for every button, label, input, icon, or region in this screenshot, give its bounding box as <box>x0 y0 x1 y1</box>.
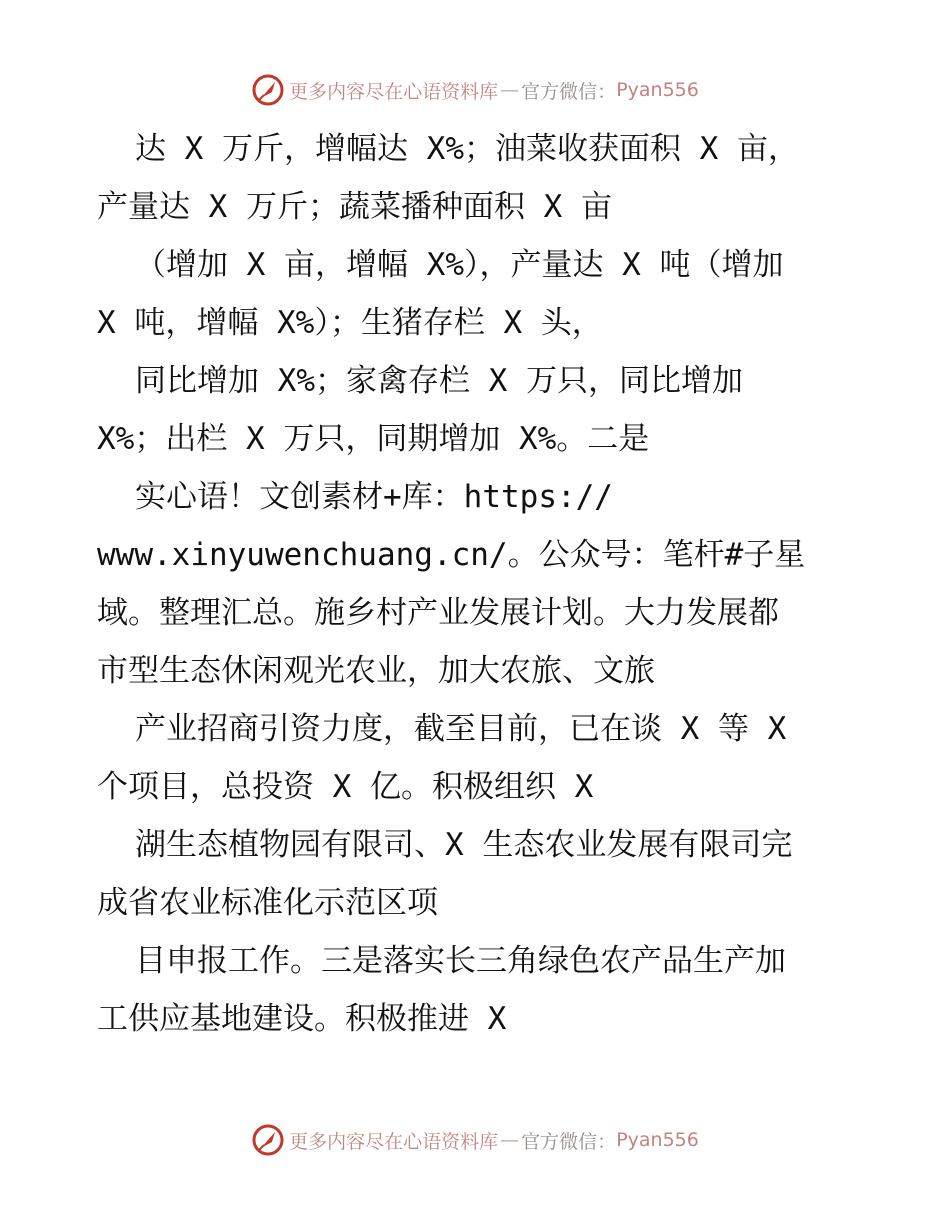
text-line: 湖生态植物园有限司、X 生态农业发展有限司完 <box>135 827 793 863</box>
text-line: 成省农业标准化示范区项 <box>97 885 438 921</box>
text-line: 域。整理汇总。施乡村产业发展计划。大力发展都 <box>97 595 779 631</box>
text-line: （增加 X 亩，增幅 X%），产量达 X 吨（增加 <box>135 247 784 283</box>
text-line: 同比增加 X%；家禽存栏 X 万只，同比增加 <box>135 363 743 399</box>
text-line: 市型生态休闲观光农业，加大农旅、文旅 <box>97 653 655 689</box>
text-line: X%；出栏 X 万只，同期增加 X%。二是 <box>97 421 650 457</box>
quill-logo-icon <box>251 73 285 107</box>
text-line: 个项目，总投资 X 亿。积极组织 X <box>97 769 594 805</box>
watermark-site-text: 更多内容尽在心语资料库 <box>289 1130 499 1153</box>
text-line: 目申报工作。三是落实长三角绿色农产品生产加 <box>135 943 786 979</box>
watermark-wechat-label: 官方微信： <box>521 80 617 103</box>
text-line: www.xinyuwenchuang.cn/。公众号：笔杆#子星 <box>97 537 806 573</box>
quill-logo-icon <box>251 1123 285 1157</box>
document-body <box>97 120 877 1048</box>
watermark-footer <box>0 1120 950 1160</box>
watermark-site-text: 更多内容尽在心语资料库 <box>289 80 499 103</box>
text-line: X 吨，增幅 X%）；生猪存栏 X 头， <box>97 305 603 341</box>
watermark-separator: — <box>500 1129 520 1151</box>
watermark-wechat-id: Pyan556 <box>616 79 699 101</box>
text-line: 达 X 万斤，增幅达 X%；油菜收获面积 X 亩， <box>135 131 799 167</box>
text-line: 产量达 X 万斤；蔬菜播种面积 X 亩 <box>97 189 612 225</box>
watermark-header <box>0 70 950 110</box>
watermark-wechat-id: Pyan556 <box>616 1129 699 1151</box>
text-line: 实心语！文创素材+库：https:// <box>135 479 613 515</box>
watermark-wechat-label: 官方微信： <box>521 1130 617 1153</box>
watermark-separator: — <box>500 79 520 101</box>
text-line: 产业招商引资力度，截至目前，已在谈 X 等 X <box>135 711 787 747</box>
text-line: 工供应基地建设。积极推进 X <box>97 1001 507 1037</box>
